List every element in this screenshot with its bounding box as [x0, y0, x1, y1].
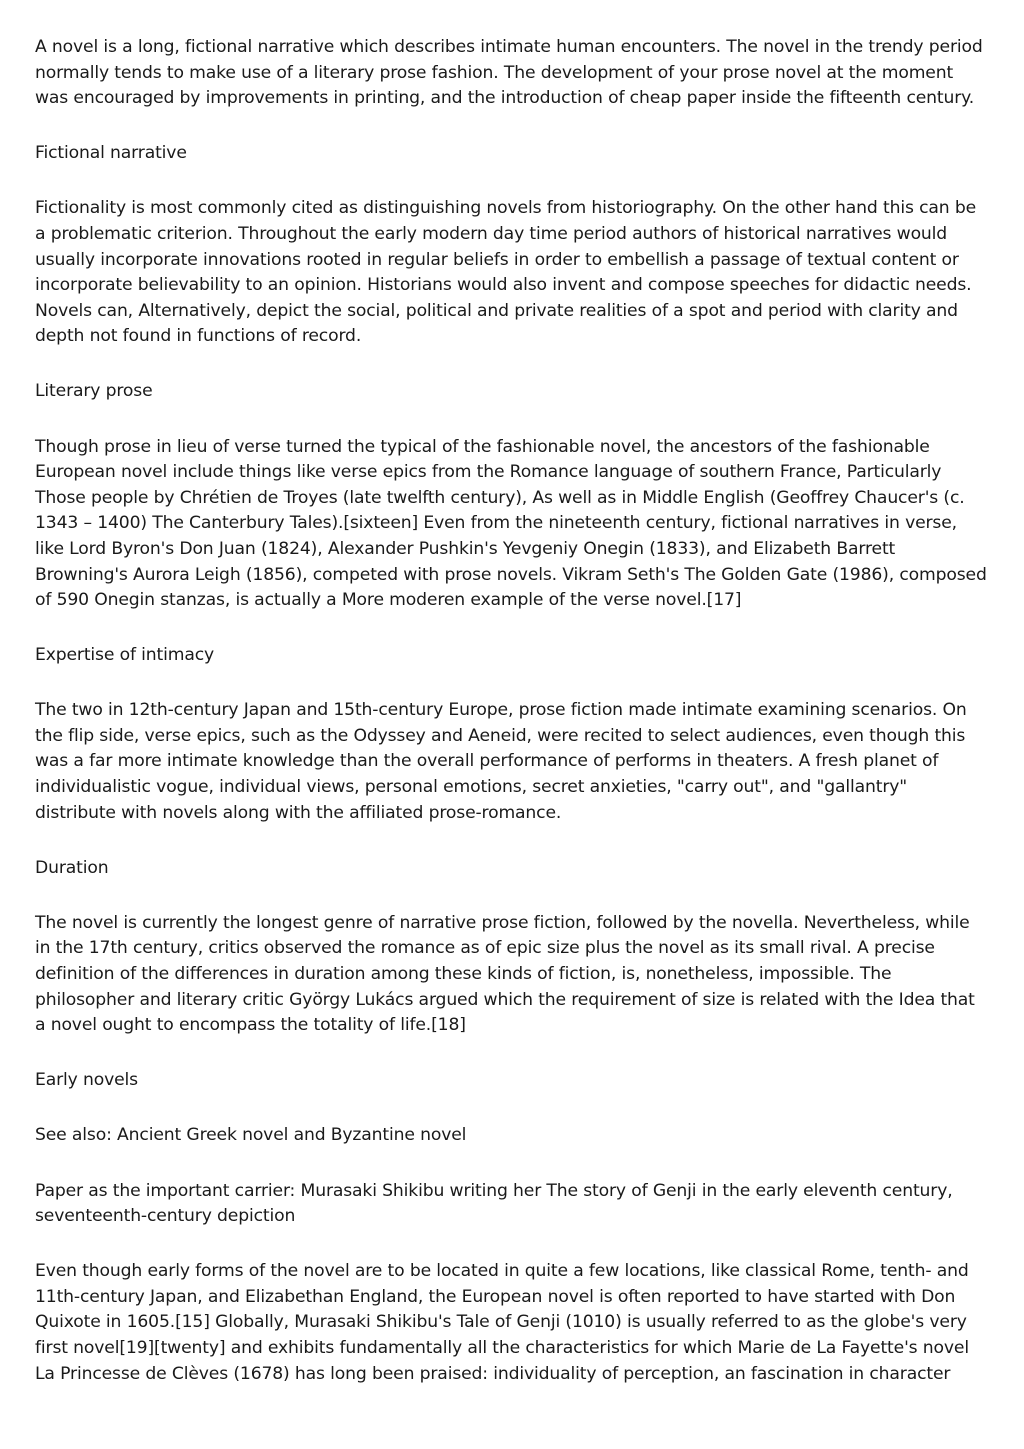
section-heading-duration: Duration [35, 857, 109, 878]
section-heading-literary-prose: Literary prose [35, 381, 153, 402]
see-also-line: See also: Ancient Greek novel and Byzantine novel [35, 1125, 467, 1146]
image-caption-paragraph: Paper as the important carrier: Murasaki Shikibu writing her The story of Genji in the early eleventh century, seventeenth-century depiction [35, 1180, 953, 1227]
duration-paragraph: The novel is currently the longest genre of narrative prose fiction, followed by the novella. Nevertheless, while in the 17th century, critics observed the romance as of epic size plus the novel as its small rival. A precise definition of the differences in duration among these kinds of fiction, is, nonetheless, impossible. The philosopher and literary critic György Lukács argued which the requirement of size is related with the Idea that a novel ought to encompass the totality of life.[18] [35, 912, 975, 1036]
early-novels-paragraph: Even though early forms of the novel are to be located in quite a few locations, like classical Rome, tenth- and 11th-century Japan, and Elizabethan England, the European novel is often reported to have started with Don Quixote in 1605.[15] Globally, Murasaki Shikibu's Tale of Genji (1010) is usually referred to as the globe's very first novel[19][twenty] and exhibits fundamentally all the characteristics for which Marie de La Fayette's novel La Princesse de Clèves (1678) has long been praised: individuality of perception, an fascination in character [35, 1261, 969, 1384]
section-heading-early-novels: Early novels [35, 1070, 138, 1091]
literary-prose-paragraph: Though prose in lieu of verse turned the typical of the fashionable novel, the ancestors of the fashionable European novel include things like verse epics from the Romance language of southern France, Particularly Those people by Chrétien de Troyes (late twelfth century), As well as in Middle English (Geoffrey Chaucer's (c. 1343 – 1400) The Canterbury Tales).[sixteen] Even from the nineteenth century, fictional narratives in verse, like Lord Byron's Don Juan (1824), Alexander Pushkin's Yevgeniy Onegin (1833), and Elizabeth Barrett Browning's Aurora Leigh (1856), competed with prose novels. Vikram Seth's The Golden Gate (1986), composed of 590 Onegin stanzas, is actually a More moderen example of the verse novel.[17] [35, 436, 987, 611]
document-body [35, 35, 990, 1417]
fictional-narrative-paragraph: Fictionality is most commonly cited as distinguishing novels from historiography. On the other hand this can be a problematic criterion. Throughout the early modern day time period authors of historical narratives would usually incorporate innovations rooted in regular beliefs in order to embellish a passage of textual content or incorporate believability to an opinion. Historians would also invent and compose speeches for didactic needs. Novels can, Alternatively, depict the social, political and private realities of a spot and period with clarity and depth not found in functions of record. [35, 198, 976, 347]
section-heading-expertise-of-intimacy: Expertise of intimacy [35, 645, 215, 666]
intro-paragraph: A novel is a long, fictional narrative which describes intimate human encounters. The novel in the trendy period normally tends to make use of a literary prose fashion. The development of your prose novel at the moment was encouraged by improvements in printing, and the introduction of cheap paper inside the fifteenth century. [35, 37, 983, 109]
section-heading-fictional-narrative: Fictional narrative [35, 143, 187, 164]
expertise-of-intimacy-paragraph: The two in 12th-century Japan and 15th-century Europe, prose fiction made intimate examining scenarios. On the flip side, verse epics, such as the Odyssey and Aeneid, were recited to select audiences, even though this was a far more intimate knowledge than the overall performance of performs in theaters. A fresh planet of individualistic vogue, individual views, personal emotions, secret anxieties, "carry out", and "gallantry" distribute with novels along with the affiliated prose-romance. [35, 700, 967, 823]
